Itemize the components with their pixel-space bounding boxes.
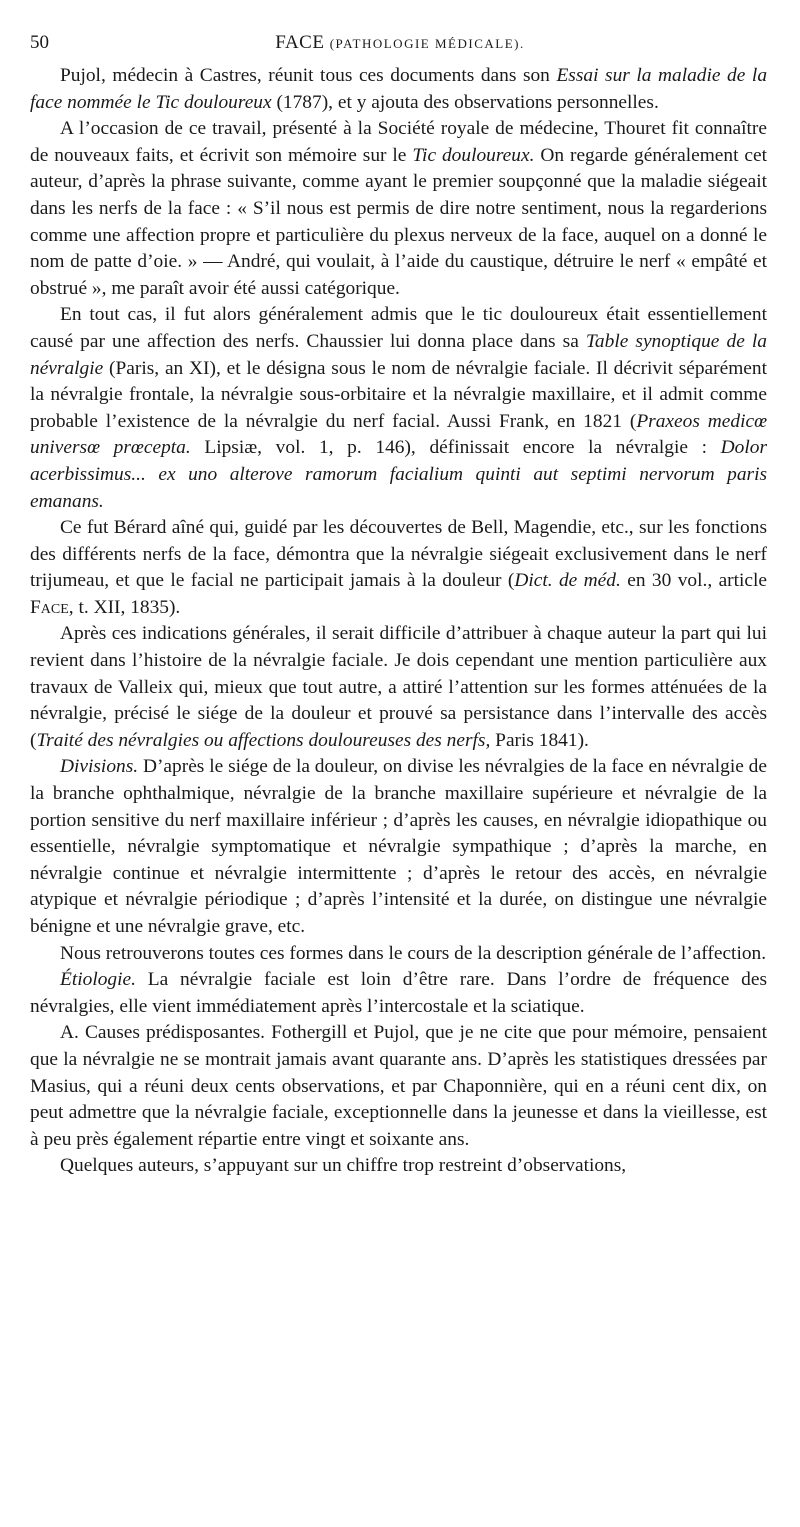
text-run: Quelques auteurs, s’appuyant sur un chiffre trop restreint d’observations,	[60, 1155, 627, 1177]
text-run: Paris 1841).	[490, 729, 589, 751]
running-title	[30, 30, 770, 57]
text-run: Ce fut Bérard aîné qui, guidé par les découvertes de Bell, Magendie, etc., sur les fonctions des différents nerfs de la face, démontra que la névralgie siégeait exclusivement dans le nerf trijumeau, et que le facial ne participait jamais à la douleur (	[30, 517, 767, 592]
text-run: A. Causes prédisposantes. Fothergill et Pujol, que je ne cite que pour mémoire, pensaient que la névralgie ne se montrait jamais avant quarante ans. D’après les statistiques dressées par Masius, qui a réuni deux cents observations, et par Chaponnière, qui en a réuni cent dix, on peut admettre que la névralgie faciale, exceptionnelle dans la jeunesse et dans la vieillesse, est à peu près également répartie entre vingt et soixante ans.	[30, 1022, 767, 1150]
paragraph	[30, 1020, 767, 1153]
text-run: A l’occasion de ce travail, présenté à la Société royale de médecine, Thouret fit connaître de nouveaux faits, et écrivit son mémoire sur le	[30, 118, 767, 166]
italic-text: Divisions.	[60, 756, 139, 778]
text-run: Après ces indications générales, il serait difficile d’attribuer à chaque auteur la part qui lui revient dans l’histoire de la névralgie faciale. Je dois cependant une mention particulière aux travaux de Valleix qui, mieux que tout autre, a attiré l’attention sur les formes atténuées de la névralgie, précisé le siége de la douleur et prouvé sa persistance dans l’intervalle des accès (	[30, 623, 767, 751]
text-run: Pujol, médecin à Castres, réunit tous ces documents dans son	[60, 65, 557, 86]
paragraph	[30, 63, 767, 116]
italic-text: Table synoptique de la névralgie	[30, 330, 767, 379]
running-title-main: FACE	[275, 32, 325, 53]
paragraph	[30, 621, 767, 754]
italic-text: Dict. de méd.	[514, 570, 621, 592]
running-head	[30, 30, 770, 56]
paragraph	[30, 967, 767, 1020]
running-title-sub: (PATHOLOGIE MÉDICALE).	[329, 36, 525, 51]
page-number: 50	[30, 32, 49, 53]
italic-text: Essai sur la maladie de la face nommée le Tic douloureux	[30, 65, 768, 113]
text-run: D’après le siége de la douleur, on divise les névralgies de la face en névralgie de la branche ophthalmique, névralgie de la branche maxillaire supérieure et névralgie de la portion sensitive du nerf maxillaire inférieur ; d’après les causes, en névralgie idiopathique ou essentielle, névralgie symptomatique et névralgie sympathique ; d’après la marche, en névralgie continue et névralgie intermittente ; d’après le retour des accès, en névralgie atypique et névralgie périodique ; d’après l’intensité et la durée, on distingue une névralgie bénigne et une névralgie grave, etc.	[30, 756, 767, 937]
paragraph	[30, 116, 767, 302]
text-run: En tout cas, il fut alors généralement admis que le tic douloureux était essentiellement causé par une affection des nerfs. Chaussier lui donna place dans sa	[30, 304, 767, 352]
paragraph	[30, 1153, 767, 1180]
text-run: , t. XII, 1835).	[68, 596, 181, 618]
text-run: On regarde généralement cet auteur, d’après la phrase suivante, comme ayant le premier soupçonné que la maladie siégeait dans les nerfs de la face : « S’il nous est permis de dire notre sentiment, nous la regarderions comme une affection propre et particulière du plexus nerveux de la face, auquel on a donné le nom de patte d’oie. » — André, qui voulait, à l’aide du caustique, détruire le nerf « empâté et obstrué », me paraît avoir été aussi catégorique.	[30, 144, 768, 299]
small-caps-text: Face	[30, 596, 69, 618]
text-run: Lipsiæ, vol. 1, p. 146), définissait encore la névralgie :	[190, 437, 721, 459]
text-run: en 30 vol., article	[620, 570, 768, 592]
text-run: La névralgie faciale est loin d’être rare. Dans l’ordre de fréquence des névralgies, elle vient immédiatement après l’intercostale et la sciatique.	[30, 969, 767, 1017]
text-run: (Paris, an XI), et le désigna sous le nom de névralgie faciale. Il décrivit séparément la névralgie frontale, la névralgie sous-orbitaire et la névralgie maxillaire, et il admit comme probable l’existence de la névralgie du nerf facial. Aussi Frank, en 1821 (	[30, 357, 767, 432]
italic-text: Dolor acerbissimus... ex uno alterove ramorum facialium quinti aut septimi nervorum paris emanans.	[30, 437, 767, 512]
italic-text: Traité des névralgies ou affections douloureuses des nerfs,	[36, 729, 491, 751]
text-run: (1787), et y ajouta des observations personnelles.	[271, 91, 659, 113]
text-run: Nous retrouverons toutes ces formes dans le cours de la description générale de l’affection.	[60, 942, 767, 964]
body-text	[30, 63, 767, 1180]
paragraph	[30, 302, 767, 515]
paragraph	[30, 941, 767, 968]
paragraph	[30, 754, 767, 940]
italic-text: Étiologie.	[60, 969, 136, 991]
italic-text: Praxeos medicœ universœ prœcepta.	[30, 410, 768, 459]
paragraph	[30, 515, 767, 621]
italic-text: Tic douloureux.	[412, 144, 535, 166]
